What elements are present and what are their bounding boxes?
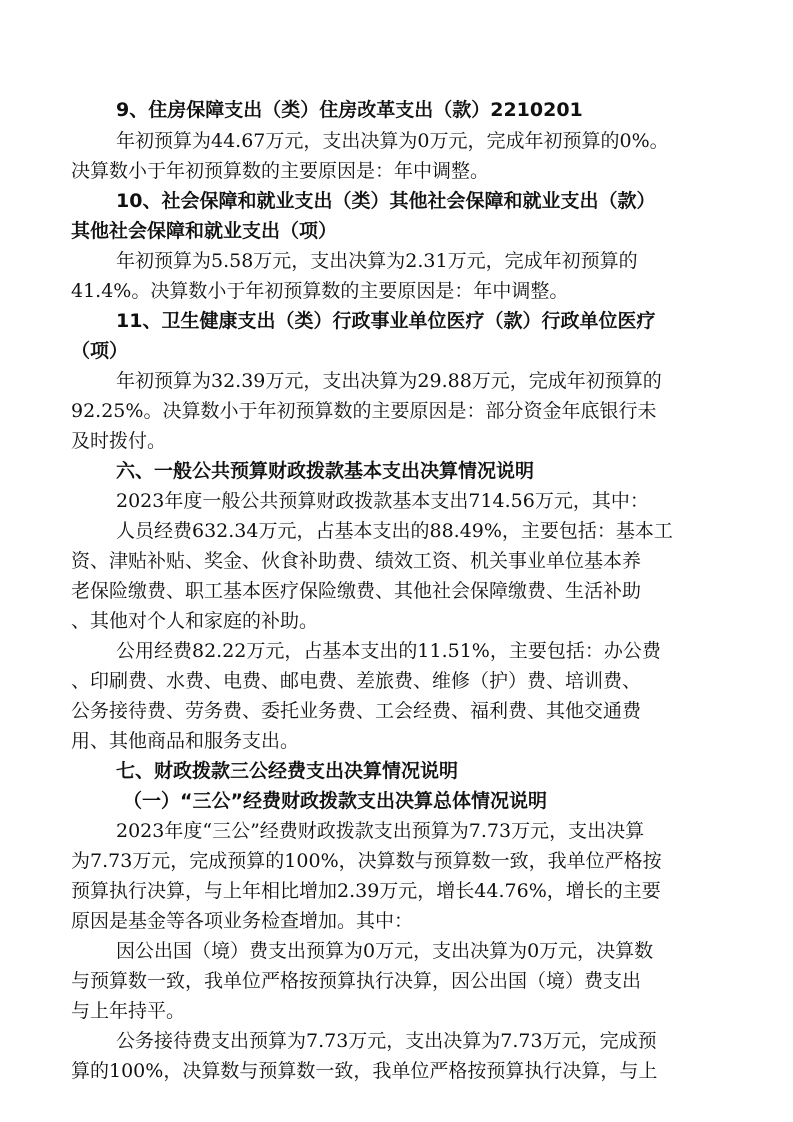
paragraph-line: 年初预算为5.58万元，支出决算为2.31万元，完成年初预算的 [116, 250, 638, 272]
heading-item-10: 10、社会保障和就业支出（类）其他社会保障和就业支出（款） [116, 190, 656, 212]
heading-item-11-cont: （项） [71, 340, 129, 362]
paragraph-line: 2023年度一般公共预算财政拨款基本支出714.56万元，其中： [116, 490, 649, 512]
paragraph-line: 原因是基金等各项业务检查增加。其中： [71, 910, 414, 932]
paragraph-line: 因公出国（境）费支出预算为0万元，支出决算为0万元，决算数 [116, 940, 654, 962]
paragraph-line: 为7.73万元，完成预算的100%，决算数与预算数一致，我单位严格按 [71, 850, 662, 872]
paragraph-line: 92.25%。决算数小于年初预算数的主要原因是：部分资金年底银行未 [71, 400, 657, 422]
heading-item-9: 9、住房保障支出（类）住房改革支出（款）2210201 [116, 99, 583, 121]
paragraph-line: 、印刷费、水费、电费、邮电费、差旅费、维修（护）费、培训费、 [71, 670, 642, 692]
paragraph-line: 年初预算为32.39万元，支出决算为29.88万元，完成年初预算的 [116, 370, 662, 392]
paragraph-line: 与上年持平。 [71, 1000, 186, 1022]
heading-item-10-cont: 其他社会保障和就业支出（项） [71, 220, 338, 242]
paragraph-line: 41.4%。决算数小于年初预算数的主要原因是：年中调整。 [71, 280, 569, 302]
paragraph-line: 用、其他商品和服务支出。 [71, 730, 300, 752]
paragraph-line: 与预算数一致，我单位严格按预算执行决算，因公出国（境）费支出 [71, 970, 642, 992]
paragraph-line: 公用经费82.22万元，占基本支出的11.51%，主要包括：办公费 [116, 640, 661, 662]
paragraph-line: 预算执行决算，与上年相比增加2.39万元，增长44.76%，增长的主要 [71, 880, 661, 902]
paragraph-line: 及时拨付。 [71, 430, 167, 452]
subsection-heading-1: （一）“三公”经费财政拨款支出决算总体情况说明 [123, 790, 547, 812]
paragraph-line: 年初预算为44.67万元，支出决算为0万元，完成年初预算的0%。 [116, 130, 669, 152]
paragraph-line: 算的100%，决算数与预算数一致，我单位严格按预算执行决算，与上 [71, 1060, 658, 1082]
paragraph-line: 决算数小于年初预算数的主要原因是：年中调整。 [71, 160, 490, 182]
paragraph-line: 公务接待费、劳务费、委托业务费、工会经费、福利费、其他交通费 [71, 700, 642, 722]
paragraph-line: 、其他对个人和家庭的补助。 [71, 610, 319, 632]
paragraph-line: 人员经费632.34万元，占基本支出的88.49%，主要包括：基本工 [116, 520, 673, 542]
heading-item-11: 11、卫生健康支出（类）行政事业单位医疗（款）行政单位医疗 [116, 310, 656, 332]
paragraph-line: 资、津贴补贴、奖金、伙食补助费、绩效工资、机关事业单位基本养 [71, 550, 642, 572]
section-heading-7: 七、财政拨款三公经费支出决算情况说明 [116, 760, 459, 782]
paragraph-line: 老保险缴费、职工基本医疗保险缴费、其他社会保障缴费、生活补助 [71, 580, 642, 602]
paragraph-line: 2023年度“三公”经费财政拨款支出预算为7.73万元，支出决算 [116, 820, 645, 842]
section-heading-6: 六、一般公共预算财政拨款基本支出决算情况说明 [116, 460, 535, 482]
paragraph-line: 公务接待费支出预算为7.73万元，支出决算为7.73万元，完成预 [116, 1030, 657, 1052]
